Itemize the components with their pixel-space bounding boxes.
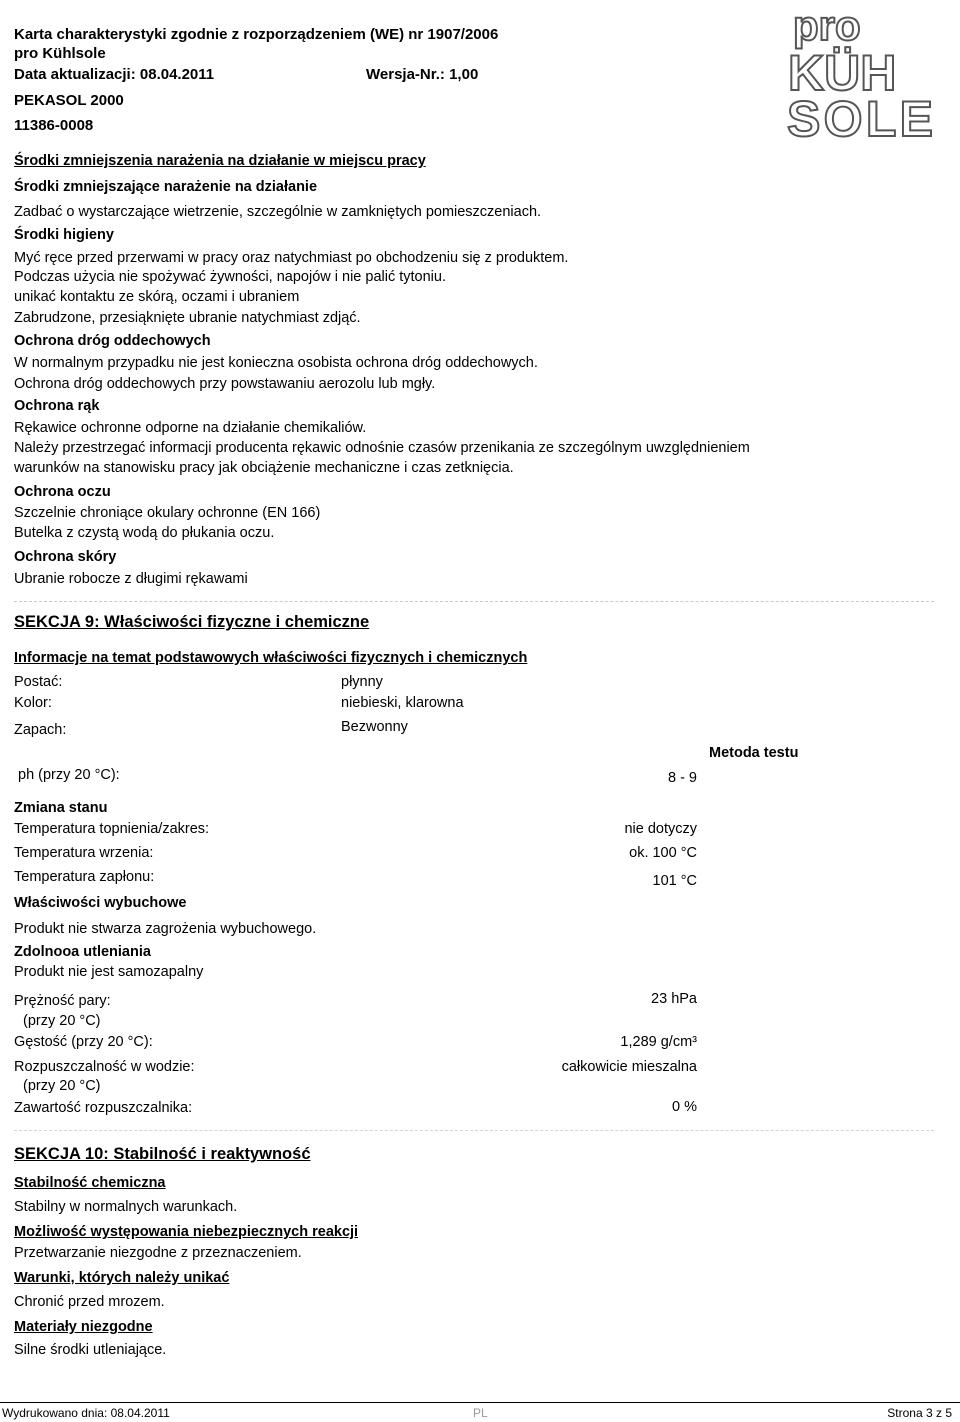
odor-value: Bezwonny (341, 719, 408, 735)
eye-line: Butelka z czystą wodą do płukania oczu. (14, 525, 275, 541)
oxidizing-heading: Zdolnooa utleniania (14, 944, 151, 960)
hygiene-heading: Środki higieny (14, 227, 114, 243)
hand-line: Rękawice ochronne odporne na działanie chemikaliów. (14, 420, 367, 436)
form-label: Postać: (14, 674, 63, 690)
solubility-label: Rozpuszczalność w wodzie: (14, 1059, 195, 1075)
hygiene-line: Zabrudzone, przesiąknięte ubranie natychmiast zdjąć. (14, 310, 361, 326)
product-name: PEKASOL 2000 (14, 92, 124, 109)
product-code: 11386-0008 (14, 117, 94, 134)
version-number: Wersja-Nr.: 1,00 (366, 66, 479, 83)
hand-heading: Ochrona rąk (14, 398, 100, 414)
ventilation-text: Zadbać o wystarczające wietrzenie, szczególnie w zamkniętych pomieszczeniach. (14, 204, 542, 220)
flash-value: 101 °C (652, 873, 697, 889)
hygiene-line: Podczas użycia nie spożywać żywności, napojów i nie palić tytoniu. (14, 269, 446, 285)
density-value: 1,289 g/cm³ (620, 1034, 697, 1050)
section10-title: SEKCJA 10: Stabilność i reaktywność (14, 1145, 311, 1163)
boiling-value: ok. 100 °C (629, 845, 697, 861)
exposure-heading: Środki zmniejszenia narażenia na działanie w miejscu pracy (14, 153, 426, 169)
skin-heading: Ochrona skóry (14, 549, 117, 565)
footer-rule (0, 1402, 960, 1403)
respiratory-line: Ochrona dróg oddechowych przy powstawaniu aerozolu lub mgły. (14, 376, 436, 392)
state-heading: Zmiana stanu (14, 800, 108, 816)
color-value: niebieski, klarowna (341, 695, 464, 711)
hazardous-reactions-text: Przetwarzanie niezgodne z przeznaczeniem. (14, 1245, 302, 1261)
vapor-label: Prężność pary: (14, 993, 111, 1009)
respiratory-heading: Ochrona dróg oddechowych (14, 333, 211, 349)
solvent-label: Zawartość rozpuszczalnika: (14, 1100, 193, 1116)
section-divider (14, 601, 934, 602)
ph-value: 8 - 9 (667, 770, 697, 786)
eye-heading: Ochrona oczu (14, 484, 111, 500)
section-divider (14, 1130, 934, 1131)
svg-text:KÜH: KÜH (788, 45, 897, 101)
print-date: Wydrukowano dnia: 08.04.2011 (2, 1406, 170, 1420)
hazardous-reactions-heading: Możliwość występowania niebezpiecznych reakcji (14, 1224, 359, 1240)
explosive-text: Produkt nie stwarza zagrożenia wybuchowego. (14, 921, 317, 937)
incompatible-heading: Materiały niezgodne (14, 1319, 153, 1335)
exposure-subheading: Środki zmniejszające narażenie na działanie (14, 179, 318, 195)
incompatible-text: Silne środki utleniające. (14, 1342, 167, 1358)
revision-date: Data aktualizacji: 08.04.2011 (14, 66, 215, 83)
method-header: Metoda testu (709, 745, 799, 761)
pro-kuhlsole-logo (785, 2, 935, 140)
section9-title: SEKCJA 9: Właściwości fizyczne i chemiczne (14, 613, 370, 631)
company-name: pro Kühlsole (14, 45, 106, 62)
solubility-condition: (przy 20 °C) (23, 1078, 101, 1094)
flash-label: Temperatura zapłonu: (14, 869, 155, 885)
vapor-value: 23 hPa (651, 991, 697, 1007)
conditions-to-avoid-text: Chronić przed mrozem. (14, 1294, 165, 1310)
explosive-heading: Właściwości wybuchowe (14, 895, 187, 911)
skin-line: Ubranie robocze z długimi rękawami (14, 571, 248, 587)
solubility-value: całkowicie mieszalna (561, 1059, 697, 1075)
odor-label: Zapach: (14, 722, 67, 738)
vapor-condition: (przy 20 °C) (23, 1013, 101, 1029)
section9-subtitle: Informacje na temat podstawowych właściwości fizycznych i chemicznych (14, 650, 528, 666)
oxidizing-text: Produkt nie jest samozapalny (14, 964, 204, 980)
ph-label: ph (przy 20 °C): (18, 767, 120, 783)
color-label: Kolor: (14, 695, 52, 711)
svg-text:pro: pro (793, 2, 861, 49)
hand-line: Należy przestrzegać informacji producenta rękawic odnośnie czasów przenikania ze szczególnym uwzględnieniem (14, 440, 750, 456)
page-number: Strona 3 z 5 (887, 1406, 952, 1420)
boiling-label: Temperatura wrzenia: (14, 845, 154, 861)
solvent-value: 0 % (672, 1099, 697, 1115)
stability-text: Stabilny w normalnych warunkach. (14, 1199, 238, 1215)
form-value: płynny (341, 674, 383, 690)
language-code: PL (473, 1406, 488, 1420)
melting-value: nie dotyczy (624, 821, 697, 837)
conditions-to-avoid-heading: Warunki, których należy unikać (14, 1270, 230, 1286)
doc-title: Karta charakterystyki zgodnie z rozporządzeniem (WE) nr 1907/2006 (14, 26, 499, 43)
eye-line: Szczelnie chroniące okulary ochronne (EN 166) (14, 505, 321, 521)
density-label: Gęstość (przy 20 °C): (14, 1034, 153, 1050)
respiratory-line: W normalnym przypadku nie jest konieczna osobista ochrona dróg oddechowych. (14, 355, 538, 371)
svg-text:SOLE: SOLE (787, 91, 933, 140)
hygiene-line: Myć ręce przed przerwami w pracy oraz natychmiast po obchodzeniu się z produktem. (14, 250, 569, 266)
stability-heading: Stabilność chemiczna (14, 1175, 166, 1191)
hand-line: warunków na stanowisku pracy jak obciążenie mechaniczne i czas zetknięcia. (14, 460, 514, 476)
melting-label: Temperatura topnienia/zakres: (14, 821, 210, 837)
hygiene-line: unikać kontaktu ze skórą, oczami i ubraniem (14, 289, 300, 305)
